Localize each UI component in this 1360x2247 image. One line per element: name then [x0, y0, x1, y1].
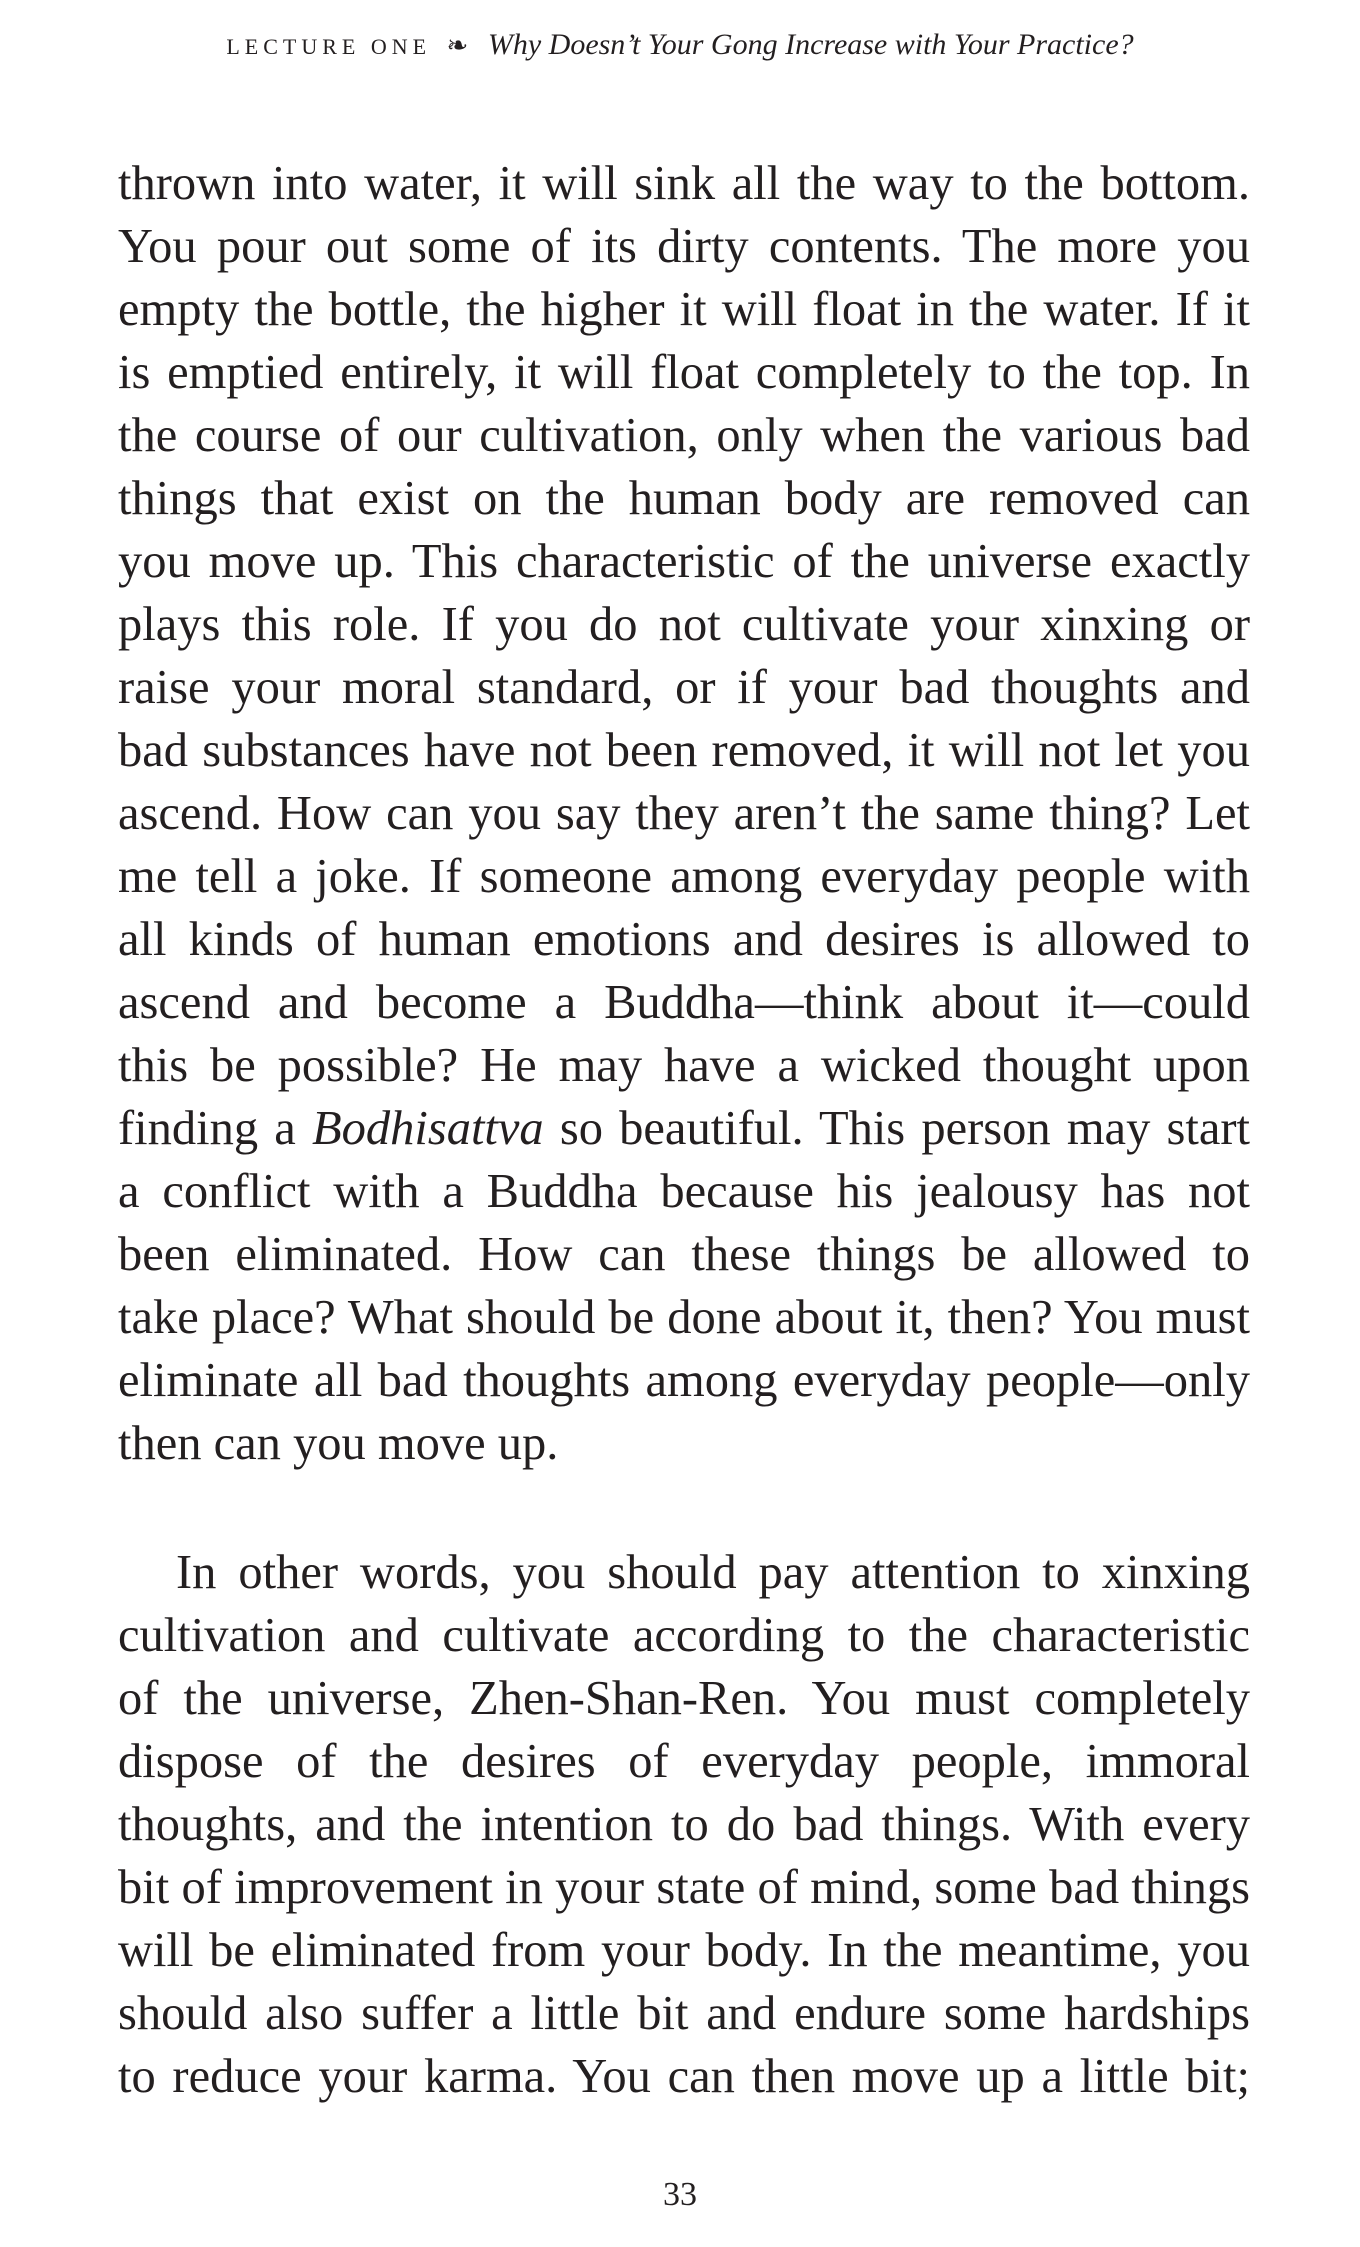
text-line: eliminate all bad thoughts among everyday people—only	[118, 1354, 1250, 1407]
text-line: take place? What should be done about it, then? You must	[118, 1291, 1250, 1344]
text-line: bit of improvement in your state of mind, some bad things	[118, 1861, 1250, 1914]
text-line: should also suffer a little bit and endure some hardships	[118, 1987, 1250, 2040]
text-line: cultivation and cultivate according to the characteristic	[118, 1609, 1250, 1662]
text-line: thrown into water, it will sink all the way to the bottom.	[118, 157, 1250, 210]
italic-term: Bodhisattva	[311, 1102, 544, 1155]
text-line: will be eliminated from your body. In the meantime, you	[118, 1924, 1250, 1977]
text-segment: finding a	[118, 1102, 312, 1155]
text-line: to reduce your karma. You can then move up a little bit;	[118, 2050, 1250, 2103]
page-number: 33	[663, 2176, 697, 2213]
text-line: raise your moral standard, or if your bad thoughts and	[118, 661, 1250, 714]
text-line: In other words, you should pay attention to xinxing	[176, 1546, 1250, 1599]
text-line: this be possible? He may have a wicked thought upon	[118, 1039, 1250, 1092]
paragraph-2	[118, 1541, 1250, 2108]
text-line: then can you move up.	[118, 1417, 559, 1470]
running-head-section: LECTURE ONE	[226, 34, 432, 59]
text-line: been eliminated. How can these things be allowed to	[118, 1228, 1250, 1281]
fleuron-icon: ❧	[446, 31, 469, 60]
running-head-title: Why Doesn’t Your Gong Increase with Your Practice?	[487, 28, 1134, 61]
text-line: thoughts, and the intention to do bad things. With every	[118, 1798, 1250, 1851]
text-line: ascend and become a Buddha—think about it—could	[118, 976, 1250, 1029]
running-head	[0, 28, 1360, 62]
text-line-with-italic	[118, 1097, 1250, 1160]
text-line: plays this role. If you do not cultivate your xinxing or	[118, 598, 1250, 651]
text-line: empty the bottle, the higher it will float in the water. If it	[118, 283, 1250, 336]
text-line: all kinds of human emotions and desires is allowed to	[118, 913, 1250, 966]
text-line: You pour out some of its dirty contents. The more you	[118, 220, 1250, 273]
text-line: dispose of the desires of everyday people, immoral	[118, 1735, 1250, 1788]
text-line: me tell a joke. If someone among everyday people with	[118, 850, 1250, 903]
text-line: you move up. This characteristic of the universe exactly	[118, 535, 1250, 588]
text-line: is emptied entirely, it will float completely to the top. In	[118, 346, 1250, 399]
text-line: ascend. How can you say they aren’t the same thing? Let	[118, 787, 1250, 840]
paragraph-1	[118, 152, 1250, 1475]
text-line: bad substances have not been removed, it will not let you	[118, 724, 1250, 777]
text-line: the course of our cultivation, only when the various bad	[118, 409, 1250, 462]
text-line: a conflict with a Buddha because his jealousy has not	[118, 1165, 1250, 1218]
text-segment: so beautiful. This person may start	[543, 1102, 1250, 1155]
text-line: things that exist on the human body are removed can	[118, 472, 1250, 525]
text-line: of the universe, Zhen-Shan-Ren. You must completely	[118, 1672, 1250, 1725]
